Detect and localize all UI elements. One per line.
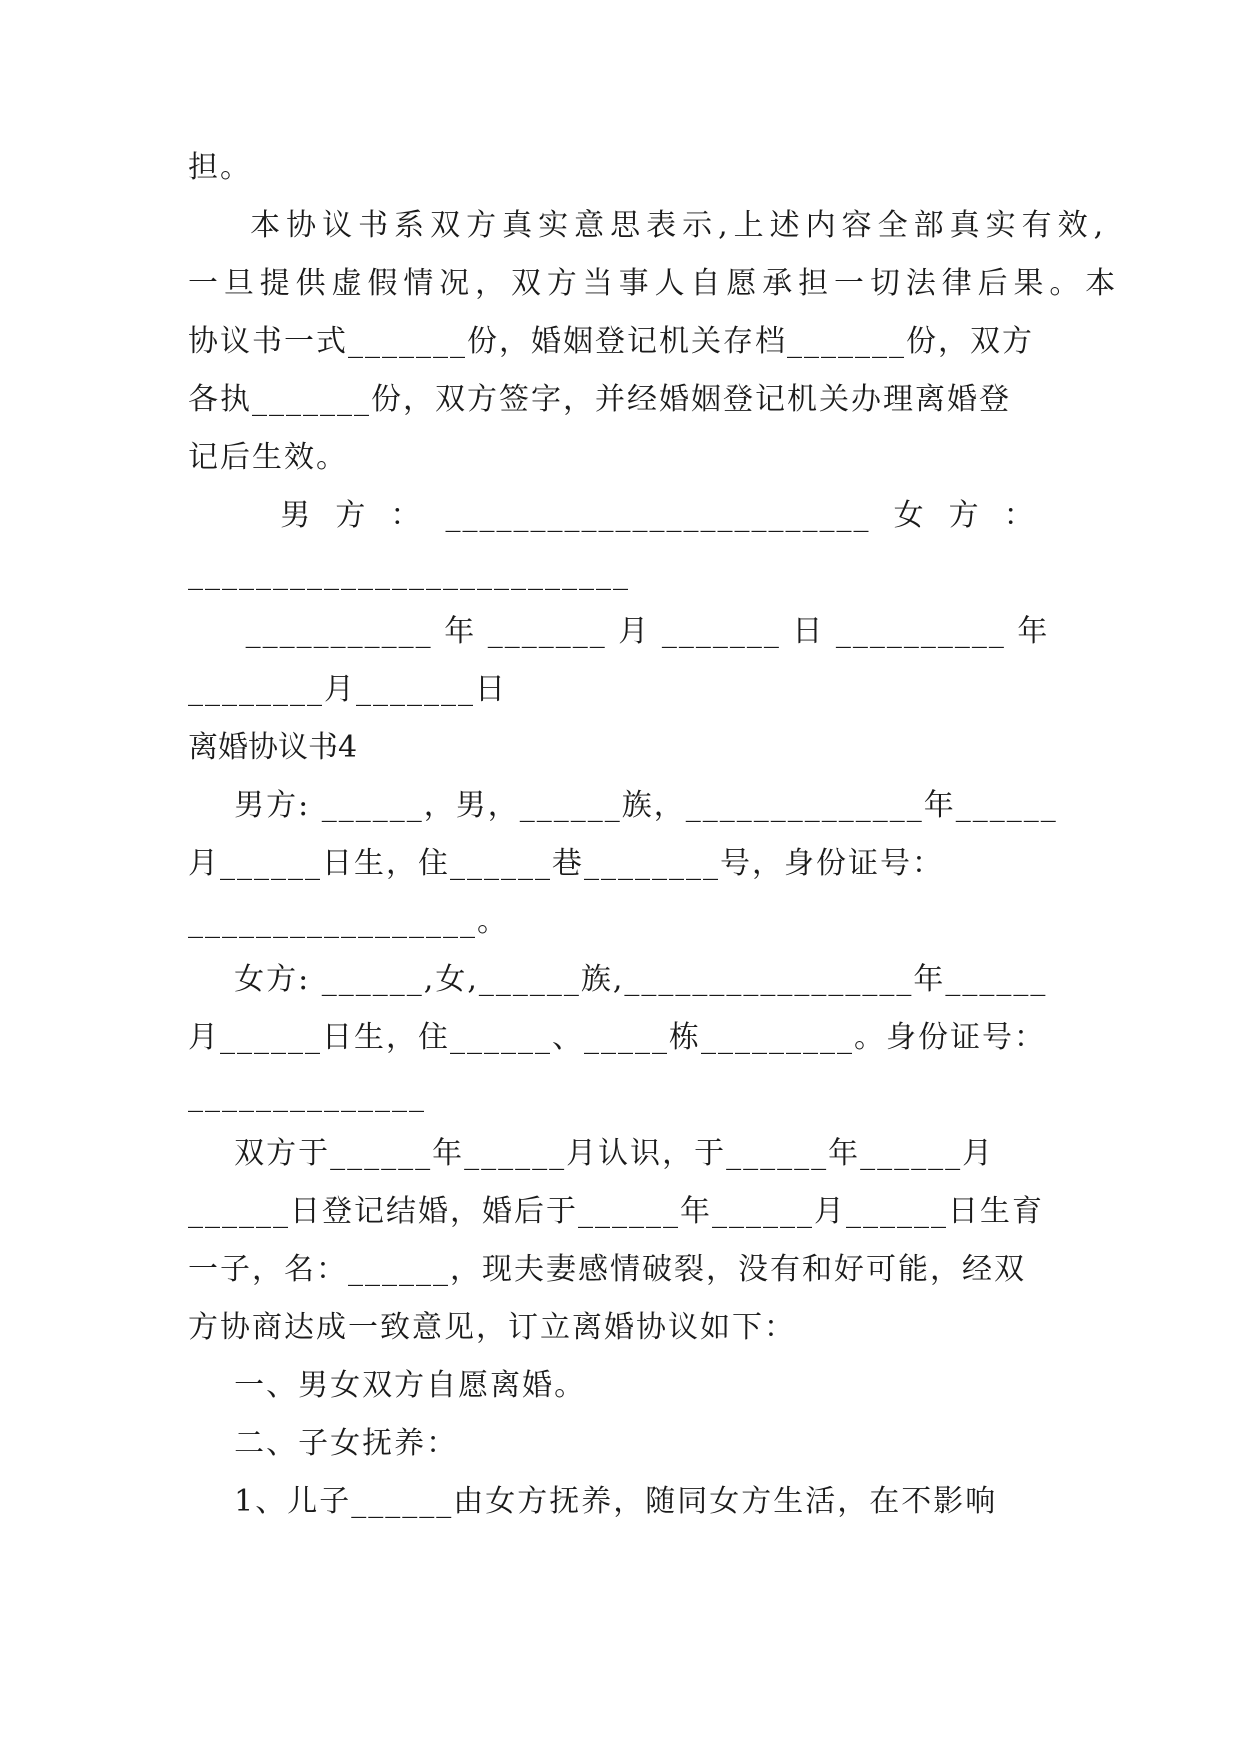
text-line: 记后生效。 [188,440,348,475]
text-line: _________________。 [188,904,509,939]
text-line: 男方: ______，男，______族，______________年______ [188,788,1058,823]
text-line: ______________ [188,1078,426,1113]
text-line: 方协商达成一致意见，订立离婚协议如下： [188,1310,796,1345]
text-line: 各执_______份，双方签字，并经婚姻登记机关办理离婚登 [188,382,1011,417]
signature-line: 男 方 ： _________________________ 女 方 ： [188,498,1036,533]
text-line: 担。 [188,150,252,185]
text-line: ______日登记结婚，婚后于______年______月______日生育 [188,1194,1044,1229]
text-line: 月______日生，住______巷________号，身份证号： [188,846,944,881]
clause-item: 一、男女双方自愿离婚。 [188,1368,587,1403]
section-title: 离婚协议书4 [188,730,358,765]
date-line: ___________ 年 _______ 月 _______ 日 __________ 年 [188,614,1050,649]
text-line: 女方: ______,女,______族,_________________年______ [188,962,1048,997]
text-line: 协议书一式_______份，婚姻登记机关存档_______份，双方 [188,324,1034,359]
text-line: 本协议书系双方真实意思表示,上述内容全部真实有效, [188,208,1110,243]
clause-item: 二、子女抚养： [188,1426,459,1461]
text-line: 月______日生，住______、_____栋_________。身份证号： [188,1020,1046,1055]
text-line: 双方于______年______月认识，于______年______月 [188,1136,995,1171]
text-line: 一旦提供虚假情况，双方当事人自愿承担一切法律后果。本 [188,266,1122,301]
date-line: ________月_______日 [188,672,507,707]
clause-item: 1、儿子______由女方抚养，随同女方生活，在不影响 [188,1484,998,1519]
text-line: 一子，名：______，现夫妻感情破裂，没有和好可能，经双 [188,1252,1026,1287]
signature-blank: __________________________ [188,556,630,591]
